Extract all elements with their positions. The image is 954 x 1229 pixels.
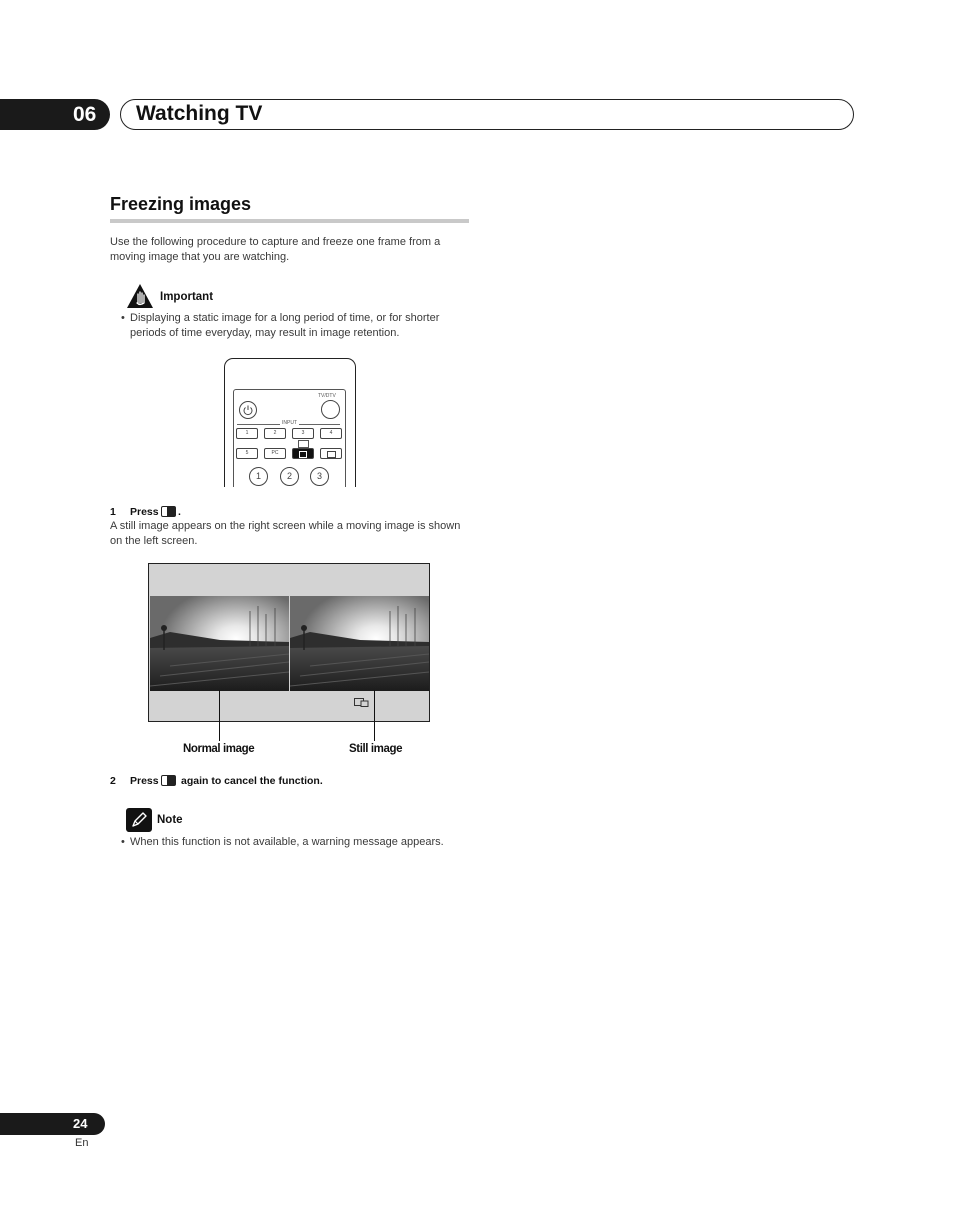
page-number: 24 <box>73 1116 88 1131</box>
normal-image-photo <box>150 596 289 691</box>
step-1-number: 1 <box>110 506 116 518</box>
step-2-number: 2 <box>110 775 116 787</box>
input-button-2: 2 <box>264 428 286 439</box>
page-number-tab <box>0 1113 105 1135</box>
number-button-2: 2 <box>280 467 299 486</box>
step-2-suffix: again to cancel the function. <box>181 775 323 787</box>
freeze-key-icon <box>161 775 176 786</box>
step-1-label: Press <box>130 506 159 518</box>
important-label: Important <box>160 291 214 303</box>
step-2-label: Press <box>130 775 159 787</box>
chapter-number: 06 <box>73 103 97 126</box>
number-button-1: 1 <box>249 467 268 486</box>
note-bullet: • <box>121 836 125 848</box>
input-button-4: 4 <box>320 428 342 439</box>
still-image-photo <box>290 596 429 691</box>
freeze-button <box>292 448 314 459</box>
section-title: Freezing images <box>110 194 252 214</box>
pencil-note-icon <box>126 808 152 832</box>
tv-dtv-label: TV/DTV <box>318 393 336 399</box>
input-button-1: 1 <box>236 428 258 439</box>
page-language: En <box>75 1137 89 1149</box>
warning-hand-icon <box>126 283 154 309</box>
freeze-indicator-icon <box>354 698 369 707</box>
power-icon <box>239 401 257 419</box>
input-label: INPUT <box>282 420 297 426</box>
still-image-leader <box>374 690 375 741</box>
still-image-label: Still image <box>349 743 403 755</box>
input-button-5: 5 <box>236 448 258 459</box>
freeze-mini-icon <box>298 440 309 448</box>
step-1-description: A still image appears on the right screen while a moving image is shown on the left screen. <box>110 520 461 547</box>
split-screen-button <box>320 448 342 459</box>
pc-button: PC <box>264 448 286 459</box>
freeze-key-icon <box>161 506 176 517</box>
step-1-suffix: . <box>178 506 181 518</box>
intro-paragraph: Use the following procedure to capture and freeze one frame from a moving image that you are watching. <box>110 236 441 263</box>
input-button-3: 3 <box>292 428 314 439</box>
tv-dtv-button <box>321 400 340 419</box>
note-text: When this function is not available, a warning message appears. <box>130 836 444 848</box>
number-button-3: 3 <box>310 467 329 486</box>
normal-image-label: Normal image <box>183 743 255 755</box>
important-bullet: • <box>121 312 125 324</box>
important-text: Displaying a static image for a long period of time, or for shorter periods of time everyday, may result in image retention. <box>130 312 440 339</box>
chapter-title: Watching TV <box>136 102 263 125</box>
section-rule <box>110 219 469 223</box>
note-label: Note <box>157 814 183 826</box>
normal-image-leader <box>219 690 220 741</box>
